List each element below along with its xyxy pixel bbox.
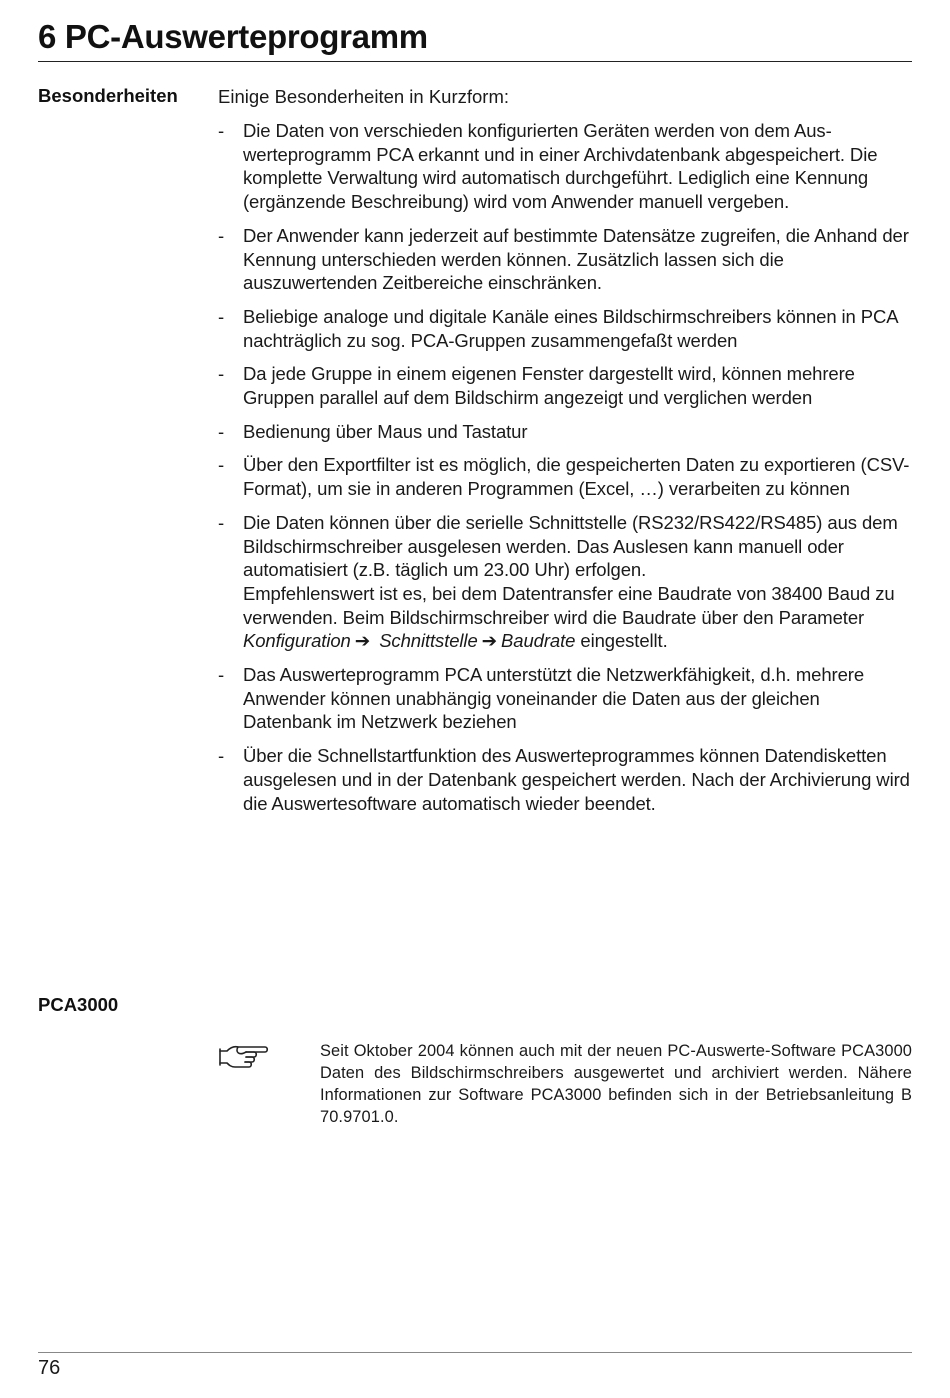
section-label-besonderheiten: Besonderheiten [38,85,178,106]
pointing-hand-icon [218,1042,270,1072]
page-title: 6 PC-Auswerteprogramm [38,18,428,55]
intro-text: Einige Besonderheiten in Kurzform: [218,86,510,107]
bullet-dash: - [218,420,225,442]
bullet-dash: - [218,664,225,686]
arrow-right-icon: ➔ [354,630,371,652]
list-item [218,744,912,815]
bullet-dash: - [218,745,225,767]
page-number: 76 [38,1357,61,1379]
list-item-text: Bedienung über Maus und Tastatur [243,420,528,442]
menu-path-konfiguration: Konfiguration [243,630,351,652]
bullet-dash: - [218,454,225,476]
list-item-text: Die Daten von verschieden konfigurierten Geräten werden von dem Auswerteprogramm PCA erkannt und in einer Archivdatenbank abgespeichert. Die komplette Verwaltung wird automatisch durchgeführt. Lediglich eine Kennung (ergänzende Beschreibung) wird vom Anwender manuell vergeben. [243,120,878,213]
list-item [218,119,912,214]
list-item-text: Das Auswerteprogramm PCA unterstützt die Netzwerkfähigkeit, d.h. mehrere Anwender können unabhängig voneinander die Daten aus der gleichen Datenbank im Netzwerk beziehen [243,664,865,733]
bullet-dash: - [218,224,225,246]
bullet-dash: - [218,305,225,327]
bullet-dash: - [218,363,225,385]
menu-path-schnittstelle: Schnittstelle [379,630,478,652]
list-item [218,224,912,295]
eingestellt-text: eingestellt. [580,630,668,652]
list-item [218,663,912,734]
features-list [218,119,912,825]
list-item-text: Beliebige analoge und digitale Kanäle eines Bildschirmschreibers können in PCA nachträglich zu sog. PCA-Gruppen zusammengefaßt werden [243,305,898,351]
baudrate-text: Empfehlenswert ist es, bei dem Datentransfer eine Baudrate von 38400 Baud zu verwenden. Beim Bildschirmschreiber wird die Baudrate über den Parameter [243,582,895,628]
arrow-right-icon: ➔ [481,630,498,652]
bullet-dash: - [218,120,225,141]
list-item [218,305,912,352]
list-item-text: Über die Schnellstartfunktion des Auswerteprogrammes können Datendisketten ausgelesen und in der Datenbank gespeichert werden. Nach der Archivierung wird die Auswertesoftware automatisch wieder beendet. [243,745,910,814]
list-item [218,362,912,409]
list-item [218,420,912,444]
list-item [218,511,912,653]
list-item-text: Da jede Gruppe in einem eigenen Fenster dargestellt wird, können mehrere Gruppen parallel auf dem Bildschirm angezeigt und verglichen werden [243,363,855,409]
serial-text: Die Daten können über die serielle Schnittstelle (RS232/RS422/RS485) aus dem Bildschirmschreiber ausgelesen werden. Das Auslesen kann manuell oder automatisiert (z.B. täglich um 23.00 Uhr) erfolgen. [243,511,898,581]
section-label-pca3000: PCA3000 [38,994,119,1015]
bullet-dash: - [218,511,225,533]
menu-path-baudrate: Baudrate [501,630,576,652]
title-divider [38,61,912,62]
list-item [218,453,912,500]
list-item-text: Der Anwender kann jederzeit auf bestimmte Datensätze zugreifen, die Anhand der Kennung unterschieden werden können. Zusätzlich lassen sich die auszuwertenden Zeitbereiche einschränken. [243,224,909,294]
footer-divider [38,1352,912,1353]
list-item-text: Über den Exportfilter ist es möglich, die gespeicherten Daten zu exportieren (CSV-Format), um sie in anderen Programmen (Excel, …) verarbeiten zu können [243,454,910,500]
pca3000-note: Seit Oktober 2004 können auch mit der neuen PC-Auswerte-Software PCA3000 Daten des Bildschirmschreibers ausgewertet und archiviert werden. Nähere Informationen zur Software PCA3000 befinden sich in der Betriebsanleitung B 70.9701.0. [320,1042,912,1126]
list-item-text [243,511,912,653]
